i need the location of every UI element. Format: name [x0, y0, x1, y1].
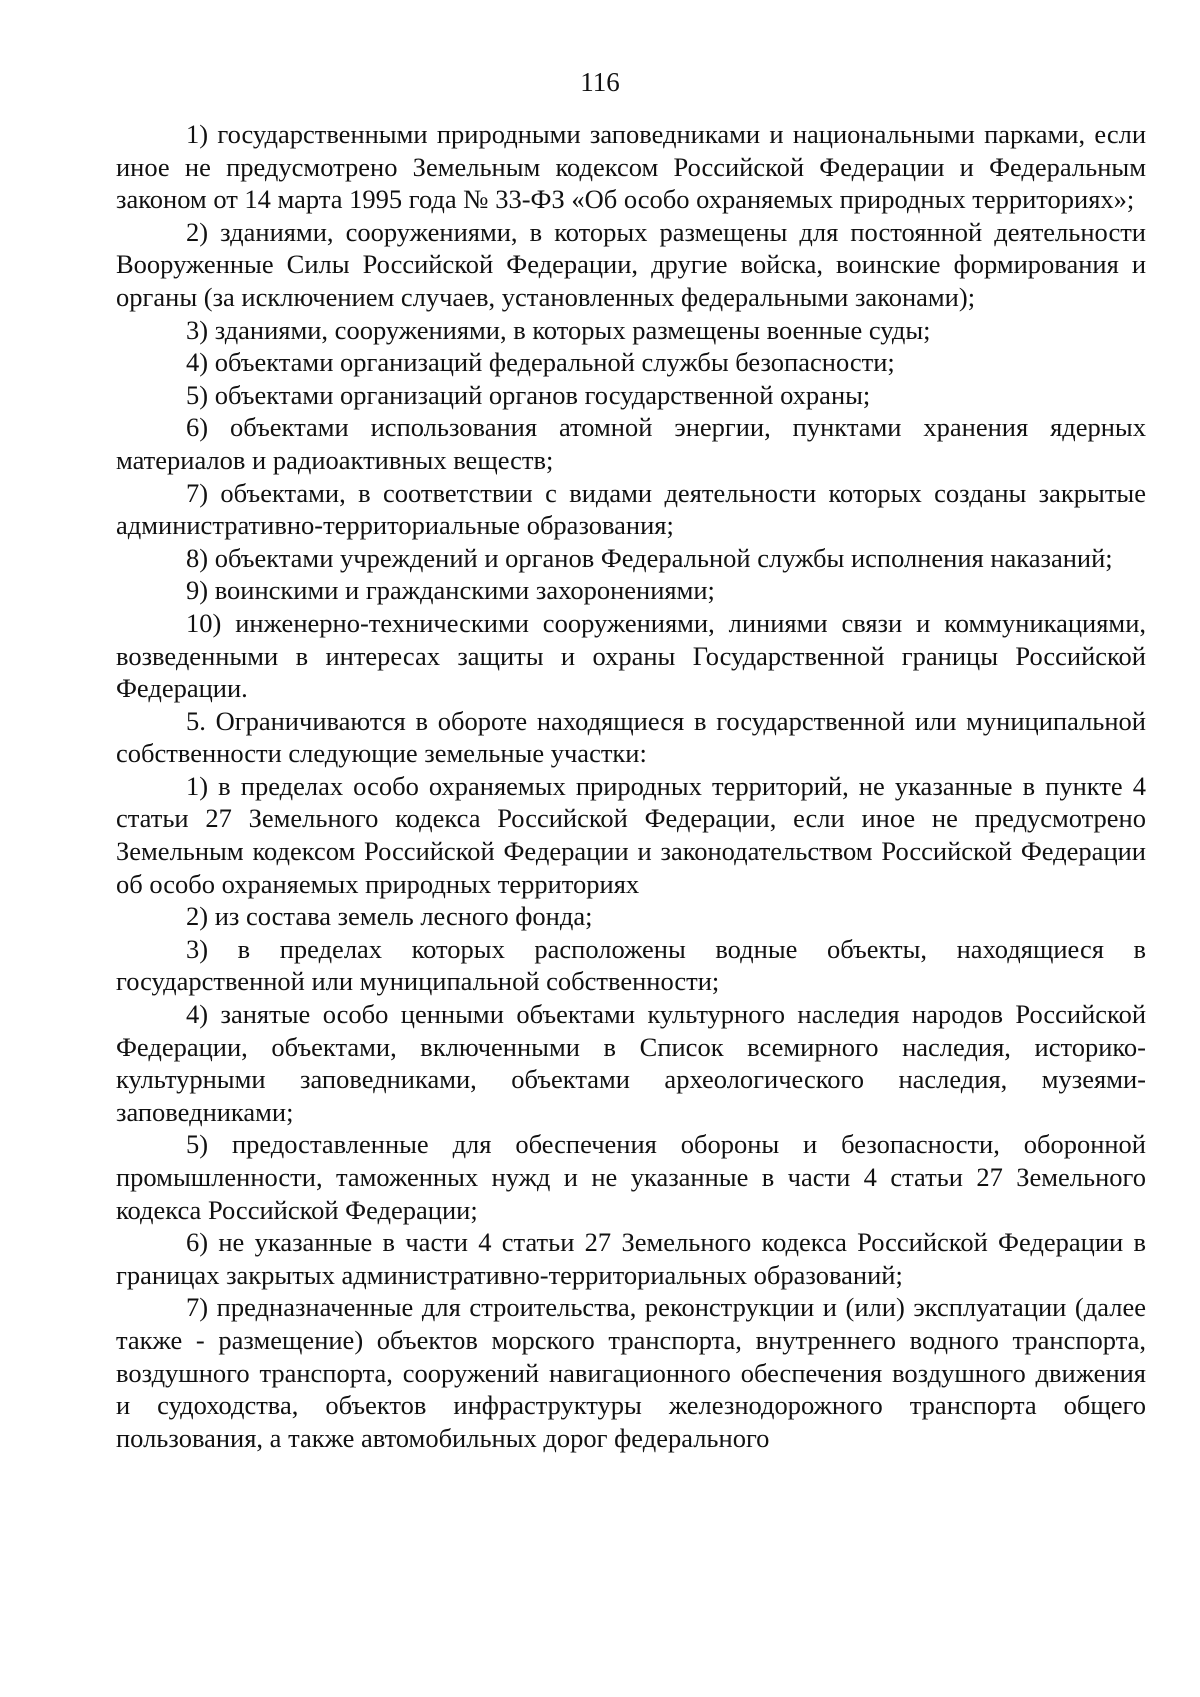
paragraph: 7) предназначенные для строительства, реконструкции и (или) эксплуатации (далее также - размещение) объектов морского транспорта, внутреннего водного транспорта, воздушного транспорта, сооружений навигационного обеспечения воздушного движения и судоходства, объектов инфраструктуры железнодорожного транспорта общего пользования, а также автомобильных дорог федерального	[116, 1292, 1146, 1453]
paragraph: 2) из состава земель лесного фонда;	[186, 901, 593, 932]
paragraph: 3) в пределах которых расположены водные объекты, находящиеся в государственной или муниципальной собственности;	[116, 933, 1146, 997]
paragraph: 1) государственными природными заповедниками и национальными парками, если иное не предусмотрено Земельным кодексом Российской Федерации и Федеральным законом от 14 марта 1995 года № 33-ФЗ «Об особо охраняемых природных территориях»;	[116, 119, 1146, 215]
document-body	[116, 118, 1146, 1454]
paragraph: 7) объектами, в соответствии с видами деятельности которых созданы закрытые административно-территориальные образования;	[116, 477, 1146, 541]
paragraph: 6) объектами использования атомной энергии, пунктами хранения ядерных материалов и радиоактивных веществ;	[116, 412, 1146, 475]
paragraph: 3) зданиями, сооружениями, в которых размещены военные суды;	[186, 314, 931, 345]
paragraph: 5) объектами организаций органов государственной охраны;	[186, 379, 871, 410]
paragraph: 5) предоставленные для обеспечения обороны и безопасности, оборонной промышленности, таможенных нужд и не указанные в части 4 статьи 27 Земельного кодекса Российской Федерации;	[116, 1129, 1146, 1225]
paragraph: 5. Ограничиваются в обороте находящиеся в государственной или муниципальной собственности следующие земельные участки:	[116, 705, 1146, 769]
paragraph: 9) воинскими и гражданскими захоронениями;	[186, 575, 715, 606]
paragraph: 4) объектами организаций федеральной службы безопасности;	[186, 347, 895, 378]
paragraph: 1) в пределах особо охраняемых природных территорий, не указанные в пункте 4 статьи 27 Земельного кодекса Российской Федерации, если иное не предусмотрено Земельным кодексом Российской Федерации и законодательством Российской Федерации об особо охраняемых природных территориях	[116, 770, 1146, 899]
page-number: 116	[580, 67, 620, 97]
paragraph: 6) не указанные в части 4 статьи 27 Земельного кодекса Российской Федерации в границах закрытых административно-территориальных образований;	[116, 1227, 1146, 1290]
paragraph: 2) зданиями, сооружениями, в которых размещены для постоянной деятельности Вооруженные Силы Российской Федерации, другие войска, воинские формирования и органы (за исключением случаев, установленных федеральными законами);	[116, 216, 1146, 312]
paragraph: 8) объектами учреждений и органов Федеральной службы исполнения наказаний;	[186, 542, 1113, 573]
paragraph: 10) инженерно-техническими сооружениями, линиями связи и коммуникациями, возведенными в интересах защиты и охраны Государственной границы Российской Федерации.	[116, 607, 1146, 704]
paragraph: 4) занятые особо ценными объектами культурного наследия народов Российской Федерации, объектами, включенными в Список всемирного наследия, историко-культурными заповедниками, объектами археологического наследия, музеями-заповедниками;	[116, 999, 1146, 1127]
